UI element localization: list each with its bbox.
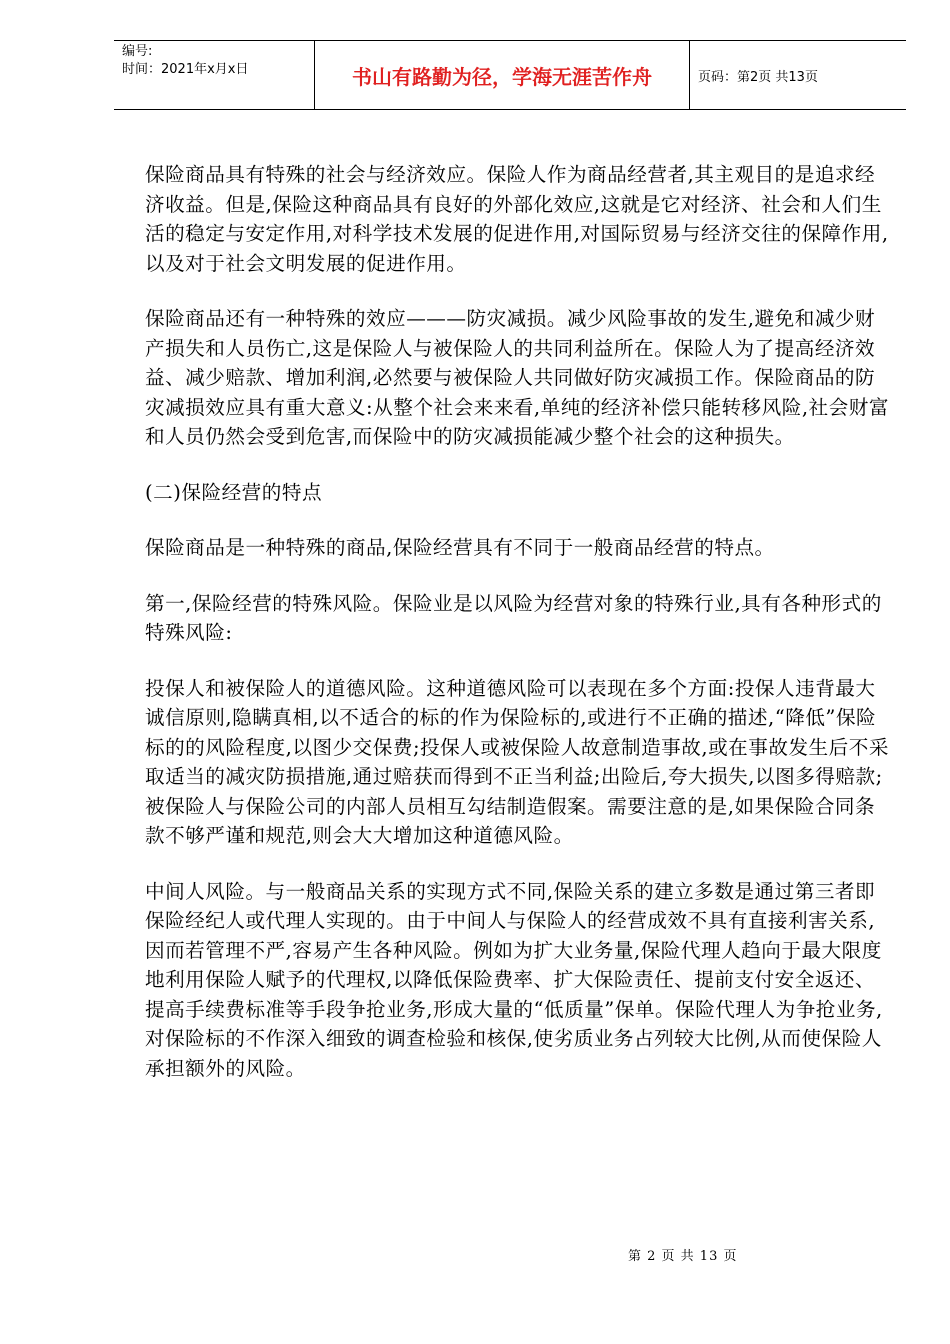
header-meta: [114, 41, 314, 109]
body-paragraph: 保险商品还有一种特殊的效应———防灾减损。减少风险事故的发生,避免和减少财产损失和人员伤亡,这是保险人与被保险人的共同利益所在。保险人为了提高经济效益、减少赔款、增加利润,必然要与被保险人共同做好防灾减损工作。保险商品的防灾减损效应具有重大意义:从整个社会来来看,单纯的经济补偿只能转移风险,社会财富和人员仍然会受到危害,而保险中的防灾减损能减少整个社会的这种损失。: [145, 307, 889, 448]
section-heading: (二)保险经营的特点: [145, 480, 323, 504]
body-paragraph: 第一,保险经营的特殊风险。保险业是以风险为经营对象的特殊行业,具有各种形式的特殊风险:: [145, 591, 882, 644]
document-number-label: 编号:: [122, 44, 153, 59]
header-page-number: 页码：第2页 共13页: [698, 69, 818, 85]
document-date-label: 时间：2021年x月x日: [122, 62, 249, 77]
page-footer: 第 2 页 共 13 页: [628, 1249, 738, 1264]
body-paragraph: 保险商品是一种特殊的商品,保险经营具有不同于一般商品经营的特点。: [145, 536, 775, 559]
body-paragraph: 投保人和被保险人的道德风险。这种道德风险可以表现在多个方面:投保人违背最大诚信原则,隐瞒真相,以不适合的标的作为保险标的,或进行不正确的描述,“降低”保险标的的风险程度,以图少交保费;投保人或被保险人故意制造事故,或在事故发生后不采取适当的减灾防损措施,通过赔获而得到不正当利益;出险后,夸大损失,以图多得赔款;被保险人与保险公司的内部人员相互勾结制造假案。需要注意的是,如果保险合同条款不够严谨和规范,则会大大增加这种道德风险。: [145, 676, 889, 847]
header-motto: 书山有路勤为径，学海无涯苦作舟: [352, 64, 652, 89]
body-paragraph: 保险商品具有特殊的社会与经济效应。保险人作为商品经营者,其主观目的是追求经济收益。但是,保险这种商品具有良好的外部化效应,这就是它对经济、社会和人们生活的稳定与安定作用,对科学技术发展的促进作用,对国际贸易与经济交往的保障作用,以及对于社会文明发展的促进作用。: [145, 163, 889, 275]
body-paragraph: 中间人风险。与一般商品关系的实现方式不同,保险关系的建立多数是通过第三者即保险经纪人或代理人实现的。由于中间人与保险人的经营成效不具有直接利害关系,因而若管理不严,容易产生各种风险。例如为扩大业务量,保险代理人趋向于最大限度地利用保险人赋予的代理权,以降低保险费率、扩大保险责任、提前支付安全返还、提高手续费标准等手段争抢业务,形成大量的“低质量”保单。保险代理人为争抢业务,对保险标的不作深入细致的调查检验和核保,使劣质业务占列较大比例,从而使保险人承担额外的风险。: [145, 879, 883, 1080]
document-body: [145, 160, 890, 1109]
page-header: [114, 40, 906, 110]
